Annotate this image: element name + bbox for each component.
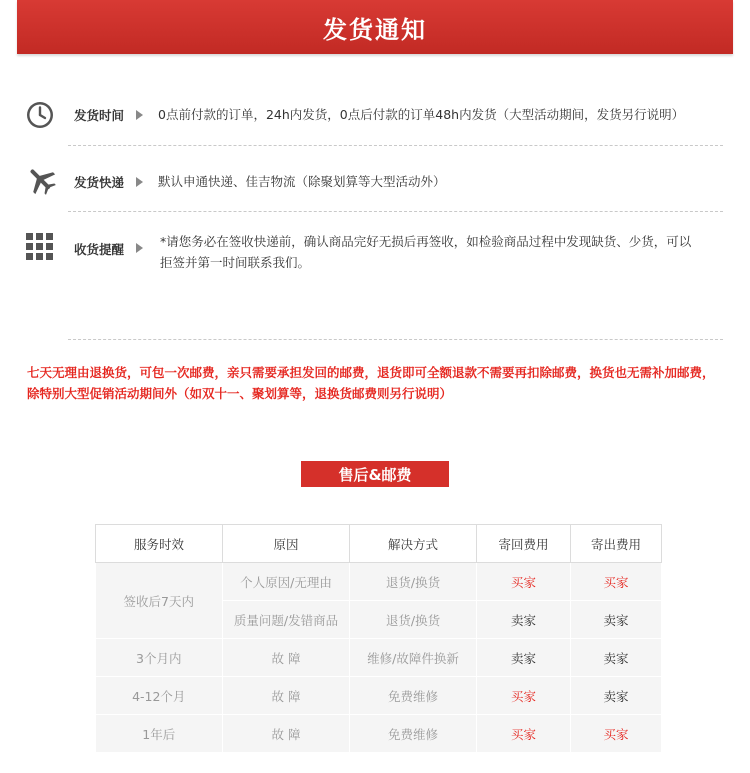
divider [68, 211, 723, 212]
header-cell-solution: 解决方式 [350, 525, 477, 563]
period-cell: 3个月内 [96, 639, 223, 677]
send-fee-cell: 买家 [571, 715, 662, 753]
divider [68, 339, 723, 340]
reason-cell: 个人原因/无理由 [223, 563, 350, 601]
arrow-right-icon [136, 177, 143, 187]
aftersale-title: 售后&邮费 [301, 461, 449, 487]
return-fee-cell: 买家 [477, 563, 571, 601]
airplane-icon [26, 165, 56, 199]
notice-line: 七天无理由退换货，可包一次邮费，亲只需要承担发回的邮费，退货即可全额退款不需要再扣除邮费，换货也无需补加邮费， [27, 365, 715, 380]
period-cell: 签收后7天内 [96, 563, 223, 639]
table-row [96, 677, 662, 715]
send-fee-cell: 卖家 [571, 639, 662, 677]
shipping-time-text: 0点前付款的订单，24h内发货，0点后付款的订单48h内发货（大型活动期间，发货另行说明） [158, 107, 685, 122]
notice-line: 除特别大型促销活动期间外（如双十一、聚划算等，退换货邮费则另行说明） [27, 386, 453, 401]
header-banner [17, 0, 733, 54]
divider [68, 145, 723, 146]
receipt-reminder-row [0, 230, 750, 274]
reason-cell: 故 障 [223, 715, 350, 753]
receipt-reminder-text-line1: *请您务必在签收快递前，确认商品完好无损后再签收，如检验商品过程中发现缺货、少货，可以 [160, 234, 692, 249]
header-cell-return-fee: 寄回费用 [477, 525, 571, 563]
send-fee-cell: 卖家 [571, 601, 662, 639]
table-row [96, 715, 662, 753]
return-fee-cell: 卖家 [477, 639, 571, 677]
receipt-reminder-label: 收货提醒 [74, 242, 125, 257]
solution-cell: 免费维修 [350, 677, 477, 715]
return-policy-notice [27, 362, 727, 404]
solution-cell: 免费维修 [350, 715, 477, 753]
period-cell: 1年后 [96, 715, 223, 753]
table-header-row [96, 525, 662, 563]
courier-label: 发货快递 [74, 175, 125, 190]
return-fee-cell: 买家 [477, 715, 571, 753]
reason-cell: 故 障 [223, 639, 350, 677]
return-fee-cell: 买家 [477, 677, 571, 715]
shipping-time-row [0, 100, 750, 130]
header-cell-reason: 原因 [223, 525, 350, 563]
clock-icon [26, 101, 54, 133]
send-fee-cell: 买家 [571, 563, 662, 601]
send-fee-cell: 卖家 [571, 677, 662, 715]
solution-cell: 退货/换货 [350, 563, 477, 601]
arrow-right-icon [136, 110, 143, 120]
courier-row [0, 164, 750, 196]
courier-text: 默认申通快递、佳吉物流（除聚划算等大型活动外） [158, 174, 446, 189]
grid-icon [26, 233, 54, 265]
aftersale-table [95, 524, 662, 753]
solution-cell: 退货/换货 [350, 601, 477, 639]
page-title: 发货通知 [323, 15, 427, 44]
table-row [96, 639, 662, 677]
reason-cell: 故 障 [223, 677, 350, 715]
header-cell-send-fee: 寄出费用 [571, 525, 662, 563]
period-cell: 4-12个月 [96, 677, 223, 715]
solution-cell: 维修/故障件换新 [350, 639, 477, 677]
table-row [96, 563, 662, 601]
shipping-time-label: 发货时间 [74, 108, 125, 123]
receipt-reminder-text-line2: 拒签并第一时间联系我们。 [160, 255, 311, 270]
header-cell-period: 服务时效 [96, 525, 223, 563]
reason-cell: 质量问题/发错商品 [223, 601, 350, 639]
return-fee-cell: 卖家 [477, 601, 571, 639]
arrow-right-icon [136, 243, 143, 253]
